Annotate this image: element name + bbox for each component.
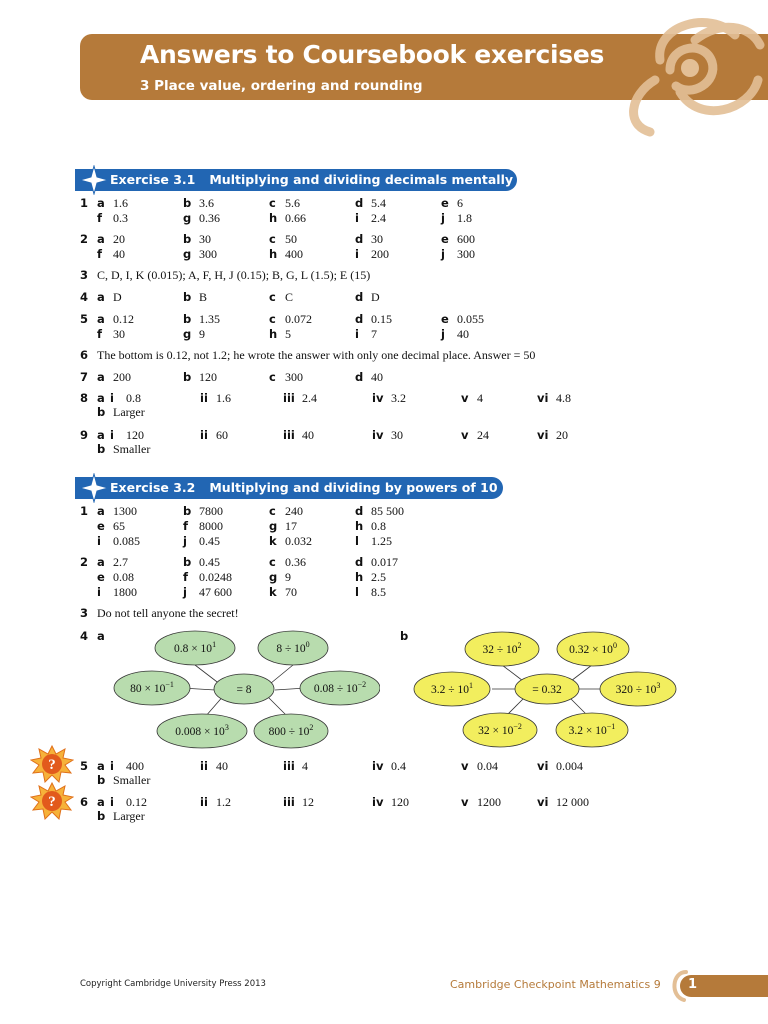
node-b3-text: $3.2 \div 10^1$	[431, 681, 473, 696]
star-icon	[79, 473, 109, 503]
answer-1b: b 3.6	[183, 196, 214, 210]
answer-5d: d 0.15	[355, 312, 392, 326]
answer-2b: b 30	[183, 232, 211, 246]
answer-1l: l 1.25	[355, 534, 392, 548]
answer-9a-iii: iii 40	[283, 428, 314, 442]
answer-5a-ii: ii 40	[200, 759, 228, 773]
answer-2d: d 30	[355, 232, 383, 246]
question-number: 6	[80, 795, 89, 809]
answer-6: The bottom is 0.12, not 1.2; he wrote the answer with only one decimal place. Answer = 50	[97, 348, 536, 362]
answer-1i: i 0.085	[97, 534, 140, 548]
challenge-question-icon	[30, 745, 74, 783]
answer-2g: g 9	[269, 570, 291, 584]
answer-8a-iii: iii 2.4	[283, 391, 317, 405]
answer-2a: a 20	[97, 232, 125, 246]
answer-1g: g 17	[269, 519, 297, 533]
answer-1k: k 0.032	[269, 534, 312, 548]
answer-6a-iv: iv 120	[372, 795, 409, 809]
answer-5a-iii: iii 4	[283, 759, 308, 773]
answer-1i: i 2.4	[355, 211, 386, 225]
answer-1d: d 85 500	[355, 504, 404, 518]
exercise-label: Exercise 3.2	[110, 480, 196, 495]
node-b4-text: $320 \div 10^3$	[615, 681, 661, 696]
answer-6a-i: a i 0.12	[97, 795, 147, 809]
node-b6-text: $3.2 \times 10^{-1}$	[568, 722, 616, 737]
answer-8a-vi: vi 4.8	[537, 391, 571, 405]
part-a-label: a	[97, 629, 105, 643]
answer-9a-ii: ii 60	[200, 428, 228, 442]
question-number: 2	[80, 232, 89, 246]
exercise-label: Exercise 3.1	[110, 172, 196, 187]
question-number: 3	[80, 606, 89, 620]
node-a1-text: $0.8 \times 10^1$	[173, 640, 217, 655]
node-a4-text: $0.08 \div 10^{-2}$	[313, 680, 367, 695]
answer-2a: a 2.7	[97, 555, 128, 569]
node-a5-text: $0.008 \times 10^3$	[175, 723, 229, 738]
answer-5g: g 9	[183, 327, 205, 341]
answer-9a-i: a i 120	[97, 428, 144, 442]
answer-3: Do not tell anyone the secret!	[97, 606, 239, 620]
question-number: 9	[80, 428, 89, 442]
answer-1g: g 0.36	[183, 211, 220, 225]
answer-1a: a 1.6	[97, 196, 128, 210]
answer-1e: e 65	[97, 519, 125, 533]
answer-2d: d 0.017	[355, 555, 398, 569]
answer-5b: b Smaller	[97, 773, 151, 787]
answer-2j: j 300	[441, 247, 475, 261]
question-number: 5	[80, 759, 89, 773]
answer-8a-ii: ii 1.6	[200, 391, 231, 405]
book-title: Cambridge Checkpoint Mathematics 9	[450, 978, 661, 991]
answer-9a-vi: vi 20	[537, 428, 568, 442]
answer-1d: d 5.4	[355, 196, 386, 210]
answer-4d: d D	[355, 290, 380, 304]
answer-2c: c 0.36	[269, 555, 306, 569]
answer-5a-iv: iv 0.4	[372, 759, 406, 773]
answer-2g: g 300	[183, 247, 217, 261]
answer-1c: c 5.6	[269, 196, 300, 210]
copyright-text: Copyright Cambridge University Press 2013	[80, 979, 266, 989]
exercise-title: Multiplying and dividing decimals mentally	[209, 172, 514, 187]
question-number: 7	[80, 370, 89, 384]
question-number: 4	[80, 629, 89, 643]
page-subtitle: 3 Place value, ordering and rounding	[140, 78, 423, 94]
spider-diagram-a	[110, 625, 380, 755]
answer-2l: l 8.5	[355, 585, 386, 599]
question-number: 1	[80, 504, 89, 518]
answer-7c: c 300	[269, 370, 303, 384]
star-icon	[79, 165, 109, 195]
answer-2k: k 70	[269, 585, 297, 599]
answer-2i: i 1800	[97, 585, 137, 599]
answer-2j: j 47 600	[183, 585, 232, 599]
answer-1f: f 0.3	[97, 211, 128, 225]
answer-5h: h 5	[269, 327, 291, 341]
answer-2c: c 50	[269, 232, 297, 246]
page-number: 1	[688, 977, 698, 992]
answer-1j: j 1.8	[441, 211, 472, 225]
answer-5f: f 30	[97, 327, 125, 341]
node-b-center-text: = 0.32	[532, 684, 562, 696]
answer-6a-iii: iii 12	[283, 795, 314, 809]
question-number: 4	[80, 290, 89, 304]
node-b5-text: $32 \times 10^{-2}$	[478, 722, 522, 737]
answer-1h: h 0.8	[355, 519, 386, 533]
answer-5c: c 0.072	[269, 312, 312, 326]
question-number: 2	[80, 555, 89, 569]
svg-text:?: ?	[48, 757, 56, 773]
answer-5j: j 40	[441, 327, 469, 341]
answer-5e: e 0.055	[441, 312, 484, 326]
answer-7a: a 200	[97, 370, 131, 384]
exercise-title: Multiplying and dividing by powers of 10	[209, 480, 498, 495]
svg-text:?: ?	[48, 794, 56, 810]
answer-1b: b 7800	[183, 504, 223, 518]
question-number: 3	[80, 268, 89, 282]
answer-4b: b B	[183, 290, 208, 304]
answer-8b: b Larger	[97, 405, 145, 419]
answer-1a: a 1300	[97, 504, 137, 518]
answer-2f: f 0.0248	[183, 570, 232, 584]
answer-8a-i: a i 0.8	[97, 391, 141, 405]
answer-6a-ii: ii 1.2	[200, 795, 231, 809]
answer-2f: f 40	[97, 247, 125, 261]
answer-3: C, D, I, K (0.015); A, F, H, J (0.15); B, G, L (1.5); E (15)	[97, 268, 371, 282]
challenge-question-icon	[30, 782, 74, 820]
answer-5a-v: v 0.04	[461, 759, 498, 773]
page-title: Answers to Coursebook exercises	[140, 40, 605, 69]
answer-7b: b 120	[183, 370, 217, 384]
node-a2-text: $8 \div 10^0$	[276, 640, 310, 655]
spider-diagram-b	[412, 625, 692, 755]
question-number: 1	[80, 196, 89, 210]
answer-5a-vi: vi 0.004	[537, 759, 583, 773]
answer-6b: b Larger	[97, 809, 145, 823]
answer-1h: h 0.66	[269, 211, 306, 225]
answer-6a-vi: vi 12 000	[537, 795, 589, 809]
answer-5a: a 0.12	[97, 312, 134, 326]
answer-2h: h 2.5	[355, 570, 386, 584]
answer-5b: b 1.35	[183, 312, 220, 326]
answer-2h: h 400	[269, 247, 303, 261]
answer-2e: e 600	[441, 232, 475, 246]
answer-1c: c 240	[269, 504, 303, 518]
answer-9a-v: v 24	[461, 428, 489, 442]
answer-8a-iv: iv 3.2	[372, 391, 406, 405]
answer-2i: i 200	[355, 247, 389, 261]
answer-4c: c C	[269, 290, 294, 304]
question-number: 6	[80, 348, 89, 362]
answer-1f: f 8000	[183, 519, 223, 533]
answer-9a-iv: iv 30	[372, 428, 403, 442]
node-a3-text: $80 \times 10^{-1}$	[130, 680, 174, 695]
exercise-3-2-banner	[75, 477, 503, 499]
answer-5a-i: a i 400	[97, 759, 144, 773]
answer-2b: b 0.45	[183, 555, 220, 569]
node-b2-text: $0.32 \times 10^0$	[569, 641, 617, 656]
answer-4a: a D	[97, 290, 122, 304]
answer-5i: i 7	[355, 327, 377, 341]
answer-8a-v: v 4	[461, 391, 483, 405]
answer-1j: j 0.45	[183, 534, 220, 548]
answer-7d: d 40	[355, 370, 383, 384]
answer-9b: b Smaller	[97, 442, 151, 456]
exercise-3-1-banner	[75, 169, 517, 191]
question-number: 5	[80, 312, 89, 326]
node-a-center-text: = 8	[236, 684, 252, 696]
node-b1-text: $32 \div 10^2$	[482, 641, 522, 656]
answer-6a-v: v 1200	[461, 795, 501, 809]
node-a6-text: $800 \div 10^2$	[268, 723, 314, 738]
question-number: 8	[80, 391, 89, 405]
answer-2e: e 0.08	[97, 570, 134, 584]
part-b-label: b	[400, 629, 409, 643]
swirl-decoration-icon	[600, 0, 768, 140]
answer-1e: e 6	[441, 196, 463, 210]
